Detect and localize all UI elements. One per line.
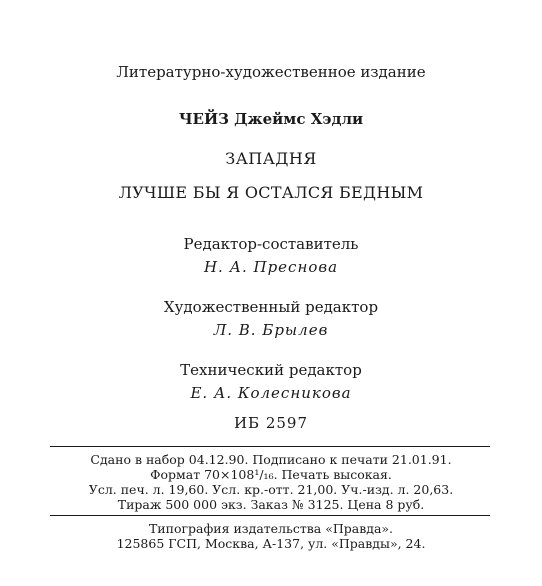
credit-role-compiler: Редактор-составитель: [183, 235, 359, 253]
book-title-1: ЗАПАДНЯ: [225, 149, 317, 168]
author-name: ЧЕЙЗ Джеймс Хэдли: [178, 110, 364, 128]
credit-role-art-editor: Художественный редактор: [163, 298, 379, 316]
print-detail-line: Усл. печ. л. 19,60. Усл. кр.-отт. 21,00. Уч.-изд. л. 20,63.: [88, 482, 454, 497]
credit-role-tech-editor: Технический редактор: [180, 361, 362, 379]
credit-name-compiler: Н. А. Преснова: [203, 258, 339, 276]
credit-name-art-editor: Л. В. Брылев: [213, 321, 329, 339]
book-title-2: ЛУЧШЕ БЫ Я ОСТАЛСЯ БЕДНЫМ: [118, 183, 424, 202]
print-detail-line: Тираж 500 000 экз. Заказ № 3125. Цена 8 руб.: [117, 497, 425, 512]
credit-name-tech-editor: Е. А. Колесникова: [190, 384, 352, 402]
divider-top: [50, 446, 490, 447]
genre-line: Литературно-художественное издание: [116, 63, 426, 81]
print-detail-line: Сдано в набор 04.12.90. Подписано к печати 21.01.91.: [90, 452, 452, 467]
ib-number: ИБ 2597: [233, 414, 309, 432]
printer-line: Типография издательства «Правда».: [148, 521, 394, 536]
printer-address: 125865 ГСП, Москва, А-137, ул. «Правды», 24.: [116, 536, 426, 551]
print-detail-line: Формат 70×108¹/₁₆. Печать высокая.: [150, 467, 392, 482]
divider-bottom: [50, 515, 490, 516]
